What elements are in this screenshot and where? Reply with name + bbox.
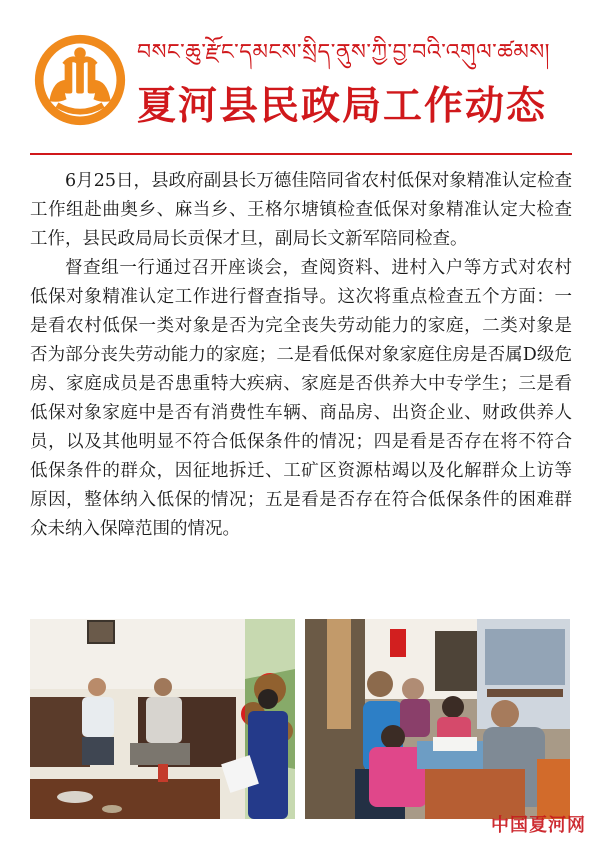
home-visit-photo-image	[305, 619, 570, 819]
civil-affairs-logo	[32, 32, 128, 128]
document-header	[0, 0, 600, 150]
site-watermark: 中国夏河网	[491, 815, 586, 836]
meeting-photo	[30, 619, 295, 819]
meeting-photo-image	[30, 619, 295, 819]
civil-affairs-logo-graphic	[32, 32, 128, 128]
paragraph-1: 6月25日，县政府副县长万德佳陪同省农村低保对象精准认定检查工作组赴曲奥乡、麻当乡、王格尔塘镇检查低保对象精准认定大检查工作，县民政局局长贡保才旦，副局长文新军陪同检查。	[30, 171, 572, 249]
home-visit-photo	[305, 619, 570, 819]
tibetan-title: བསང་ཆུ་རྫོང་དམངས་སྲིད་ནུས་ཀྱི་བྱ་བའི་འགུལ་ཚམས།	[137, 40, 551, 65]
page-title: 夏河县民政局工作动态	[137, 83, 548, 129]
article-body	[30, 167, 572, 544]
paragraph-2: 督查组一行通过召开座谈会，查阅资料、进村入户等方式对农村低保对象精准认定工作进行督查指导。这次将重点检查五个方面：一是看农村低保一类对象是否为完全丧失劳动能力的家庭，二类对象是否为部分丧失劳动能力的家庭；二是看低保对象家庭住房是否属D级危房、家庭成员是否患重特大疾病、家庭是否供养大中专学生；三是看低保对象家庭中是否有消费性车辆、商品房、出资企业、财政供养人员，以及其他明显不符合低保条件的情况；四是看是否存在将不符合低保条件的群众，因征地拆迁、工矿区资源枯竭以及化解群众上访等原因，整体纳入低保的情况；五是看是否存在符合低保条件的困难群众未纳入保障范围的情况。	[30, 258, 572, 539]
header-divider	[30, 153, 572, 155]
